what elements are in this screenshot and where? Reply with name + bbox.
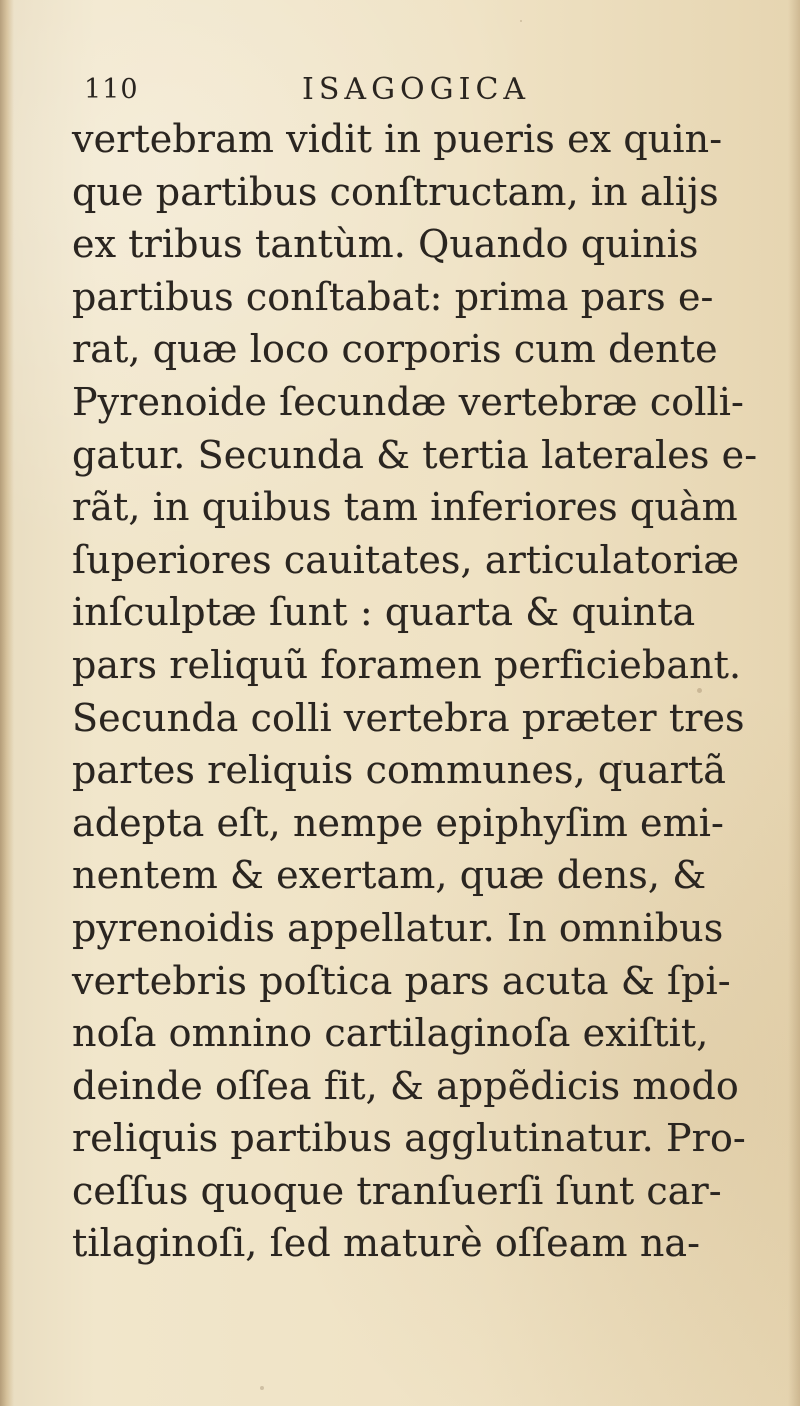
text-line: ceſſus quoque tranſuerſi ſunt car-: [72, 1168, 722, 1213]
text-line: rat, quæ loco corporis cum dente: [72, 327, 718, 372]
text-line: que partibus conſtructam, in alijs: [72, 169, 719, 214]
text-line: rãt, in quibus tam inferiores quàm: [72, 485, 738, 530]
text-line: adepta eſt, nempe epiphyſim emi-: [72, 800, 724, 845]
text-line: pars reliquũ foramen perficiebant.: [72, 642, 742, 687]
ink-speck: [260, 1386, 264, 1390]
text-line: reliquis partibus agglutinatur. Pro-: [72, 1116, 746, 1161]
text-line: Secunda colli vertebra præter tres: [72, 695, 745, 740]
text-line: nentem & exertam, quæ dens, &: [72, 853, 707, 898]
text-line: vertebram vidit in pueris ex quin-: [72, 117, 723, 161]
text-line: tilaginoſi, ſed maturè oſſeam na-: [72, 1221, 701, 1266]
text-line: Pyrenoide ſecundæ vertebræ colli-: [72, 379, 744, 424]
text-line: pyrenoidis appellatur. In omnibus: [72, 905, 724, 950]
text-line: deinde oſſea fit, & appẽdicis modo: [72, 1063, 739, 1108]
running-head: ISAGOGICA: [302, 72, 531, 107]
text-line: ex tribus tantùm. Quando quinis: [72, 222, 699, 267]
page-gutter-shadow: [0, 0, 14, 1406]
ink-speck: [697, 688, 702, 693]
text-line: gatur. Secunda & tertia laterales e-: [72, 432, 758, 477]
ink-speck: [520, 20, 522, 22]
text-line: partes reliquis communes, quartã: [72, 748, 727, 793]
text-line: inſculptæ ſunt : quarta & quinta: [72, 590, 696, 635]
page-edge-shadow: [788, 0, 800, 1406]
body-text: [72, 113, 758, 1270]
text-line: partibus conſtabat: prima pars e-: [72, 274, 714, 319]
text-line: ſuperiores cauitates, articulatoriæ: [72, 537, 740, 582]
text-line: noſa omnino cartilaginoſa exiſtit,: [72, 1011, 709, 1056]
ink-speck: [620, 760, 623, 763]
text-line: vertebris poſtica pars acuta & ſpi-: [72, 958, 731, 1003]
page-header: [84, 74, 724, 114]
page-number: 110: [84, 74, 139, 105]
